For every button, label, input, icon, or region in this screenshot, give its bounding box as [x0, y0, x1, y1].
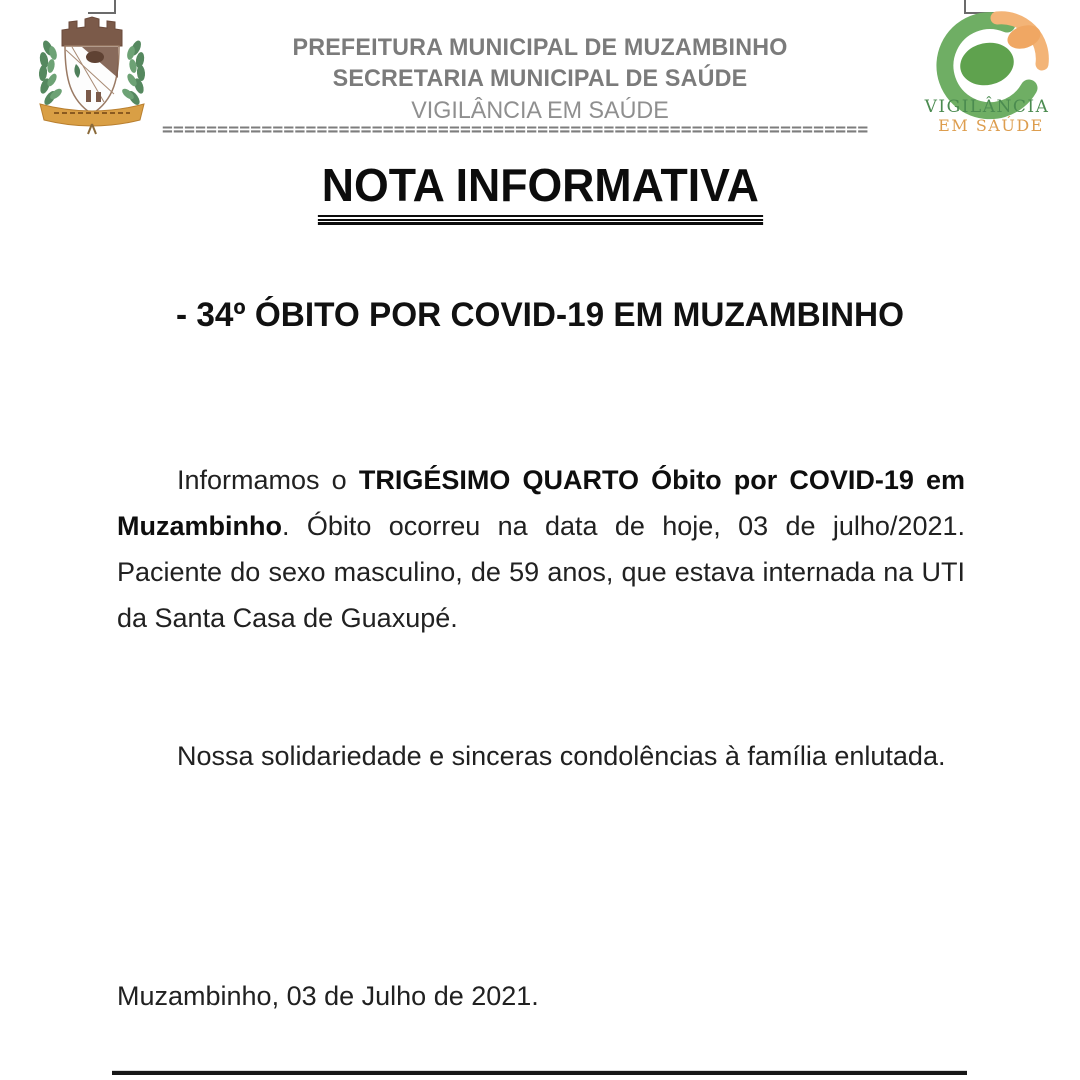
- letterhead: [0, 32, 1080, 126]
- paragraph1-rest: . Óbito ocorreu na data de hoje, 03 de julho/2021. Paciente do sexo masculino, de 59 anos, que estava internada na UTI da Santa Casa de Guaxupé.: [117, 511, 965, 633]
- bottom-horizontal-rule: [112, 1070, 967, 1075]
- document-title-text: NOTA INFORMATIVA: [318, 158, 763, 225]
- logo-text-em-saude: EM SAÚDE: [938, 116, 1044, 134]
- document-subtitle: - 34º ÓBITO POR COVID-19 EM MUZAMBINHO: [175, 296, 904, 334]
- header-separator-line: ================================================================: [162, 119, 869, 140]
- body-paragraph-1: [117, 457, 965, 641]
- date-line: Muzambinho, 03 de Julho de 2021.: [117, 981, 539, 1011]
- org-name-line3: VIGILÂNCIA EM SAÚDE: [411, 97, 669, 124]
- document-title: [0, 158, 1080, 225]
- paragraph1-lead: Informamos o: [177, 465, 359, 495]
- body-paragraph-2: Nossa solidariedade e sinceras condolências à família enlutada.: [177, 741, 946, 771]
- org-name-line1: PREFEITURA MUNICIPAL DE MUZAMBINHO: [292, 34, 788, 61]
- logo-text-vigilancia: VIGILÂNCIA: [924, 97, 1050, 117]
- paragraph1-bold: TRIGÉSIMO QUARTO Óbito por COVID-19 em Muzambinho: [117, 465, 966, 541]
- org-name-line2: SECRETARIA MUNICIPAL DE SAÚDE: [332, 65, 748, 92]
